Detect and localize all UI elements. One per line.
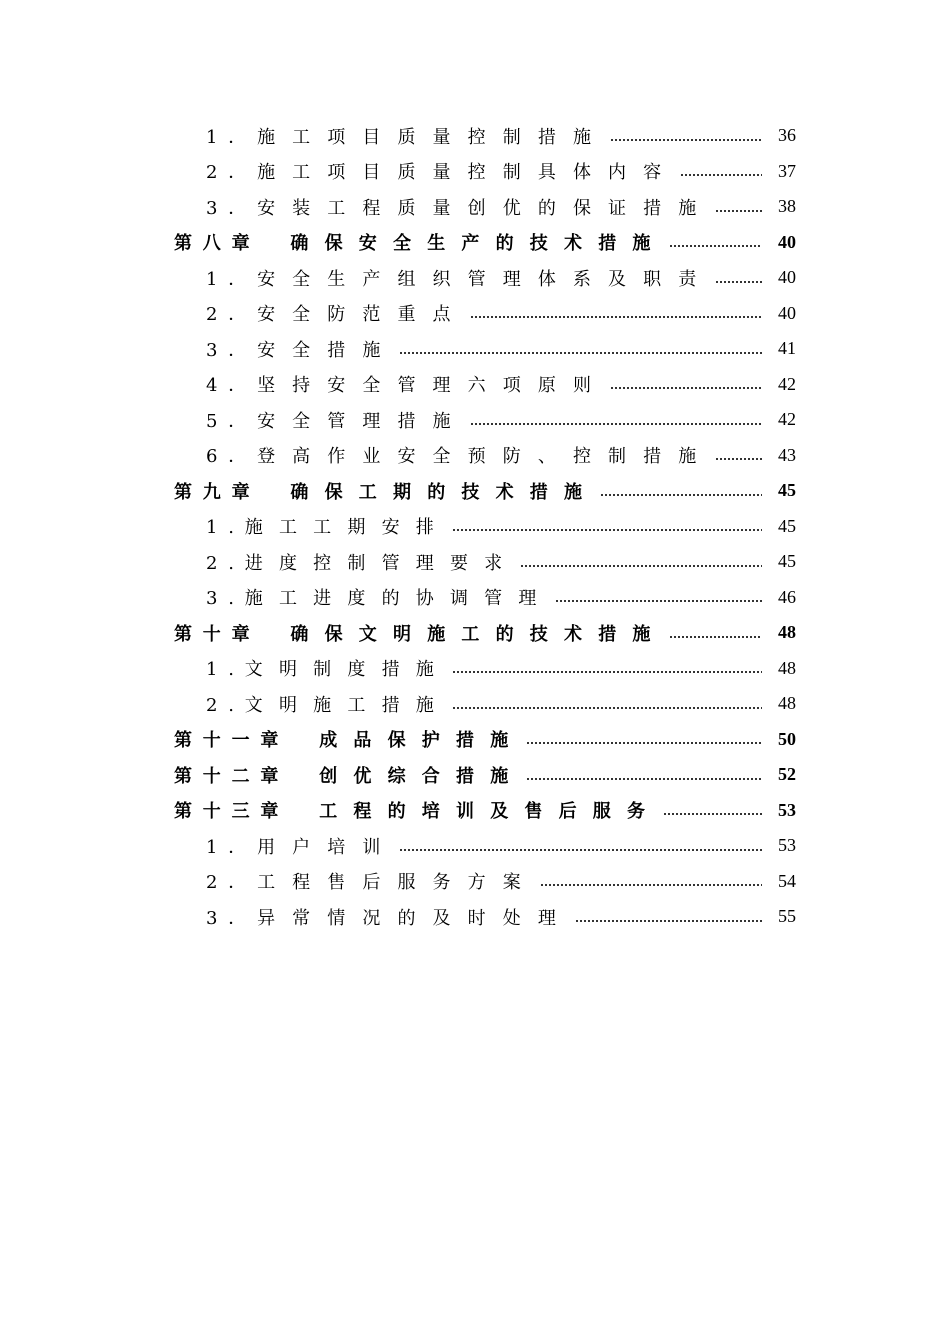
toc-page-number: 46 bbox=[778, 586, 796, 607]
toc-dot-leader bbox=[540, 884, 762, 886]
toc-entry-number: 第八章 bbox=[174, 233, 261, 255]
toc-page-number: 45 bbox=[778, 515, 796, 536]
toc-dot-leader bbox=[399, 849, 762, 851]
toc-dot-leader bbox=[555, 600, 762, 602]
toc-entry-label bbox=[174, 478, 600, 504]
toc-entry-number: 第十一章 bbox=[174, 730, 290, 752]
toc-entry-label bbox=[206, 194, 715, 220]
toc-section-entry[interactable] bbox=[0, 544, 950, 580]
toc-entry-label bbox=[206, 868, 540, 894]
toc-entry-title: 坚持安全管理六项原则 bbox=[257, 375, 609, 397]
toc-page-number: 48 bbox=[778, 622, 796, 643]
toc-entry-number: 1. bbox=[206, 517, 245, 539]
toc-entry-number: 1． bbox=[206, 126, 258, 148]
toc-dot-leader bbox=[470, 316, 762, 318]
toc-entry-label bbox=[206, 833, 399, 859]
toc-page-number: 53 bbox=[778, 835, 796, 856]
toc-page-number: 55 bbox=[778, 906, 796, 927]
toc-page-number: 36 bbox=[778, 125, 796, 146]
toc-dot-leader bbox=[610, 139, 762, 141]
toc-entry-label bbox=[206, 300, 470, 326]
toc-entry-number: 第十章 bbox=[174, 623, 261, 645]
toc-dot-leader bbox=[526, 742, 762, 744]
toc-entry-title: 文明施工措施 bbox=[244, 694, 450, 716]
toc-entry-label bbox=[206, 513, 452, 539]
toc-section-entry[interactable] bbox=[0, 402, 950, 438]
toc-dot-leader bbox=[452, 671, 762, 673]
toc-entry-number: 1． bbox=[206, 268, 258, 290]
toc-dot-leader bbox=[610, 387, 762, 389]
toc-entry-number: 2． bbox=[206, 162, 258, 184]
toc-entry-label bbox=[206, 371, 610, 397]
toc-entry-title: 确保安全生产的技术措施 bbox=[290, 233, 667, 255]
toc-entry-number: 4． bbox=[206, 375, 258, 397]
toc-dot-leader bbox=[470, 423, 762, 425]
toc-entry-number: 3. bbox=[206, 588, 245, 610]
toc-entry-number: 2. bbox=[206, 694, 245, 716]
toc-page-number: 42 bbox=[778, 373, 796, 394]
toc-entry-title: 安全管理措施 bbox=[257, 410, 468, 432]
toc-dot-leader bbox=[715, 458, 762, 460]
toc-entry-title: 用户培训 bbox=[257, 836, 398, 858]
toc-entry-label bbox=[206, 265, 715, 291]
toc-section-entry[interactable] bbox=[0, 154, 950, 190]
toc-section-entry[interactable] bbox=[0, 189, 950, 225]
toc-entry-title: 施工项目质量控制具体内容 bbox=[257, 162, 679, 184]
toc-entry-title: 安装工程质量创优的保证措施 bbox=[257, 197, 714, 219]
toc-entry-title: 异常情况的及时处理 bbox=[257, 907, 573, 929]
toc-page-number: 40 bbox=[778, 302, 796, 323]
toc-entry-label bbox=[174, 762, 526, 788]
toc-entry-label bbox=[174, 797, 663, 823]
toc-dot-leader bbox=[715, 210, 762, 212]
toc-section-entry[interactable] bbox=[0, 260, 950, 296]
toc-entry-number: 6． bbox=[206, 446, 258, 468]
toc-entry-label bbox=[206, 904, 575, 930]
toc-section-entry[interactable] bbox=[0, 864, 950, 900]
toc-entry-label bbox=[174, 620, 669, 646]
toc-entry-title: 进度控制管理要求 bbox=[244, 552, 519, 574]
toc-page-number: 54 bbox=[778, 870, 796, 891]
toc-entry-number: 3． bbox=[206, 197, 258, 219]
toc-dot-leader bbox=[452, 707, 762, 709]
toc-entry-number: 2． bbox=[206, 304, 258, 326]
toc-entry-number: 第十三章 bbox=[174, 801, 290, 823]
toc-section-entry[interactable] bbox=[0, 118, 950, 154]
toc-entry-title: 工程售后服务方案 bbox=[257, 872, 538, 894]
toc-chapter-entry[interactable] bbox=[0, 722, 950, 758]
toc-dot-leader bbox=[669, 245, 762, 247]
toc-entry-title: 施工工期安排 bbox=[244, 517, 450, 539]
toc-entry-title: 安全生产组织管理体系及职责 bbox=[257, 268, 714, 290]
toc-page-number: 40 bbox=[778, 231, 796, 252]
toc-page-number: 40 bbox=[778, 267, 796, 288]
toc-section-entry[interactable] bbox=[0, 686, 950, 722]
toc-section-entry[interactable] bbox=[0, 367, 950, 403]
toc-entry-number: 第十二章 bbox=[174, 765, 290, 787]
toc-entry-number: 1． bbox=[206, 836, 258, 858]
toc-entry-title: 确保工期的技术措施 bbox=[290, 481, 599, 503]
toc-page-number: 41 bbox=[778, 338, 796, 359]
toc-entry-label bbox=[206, 584, 555, 610]
toc-entry-title: 文明制度措施 bbox=[244, 659, 450, 681]
toc-section-entry[interactable] bbox=[0, 509, 950, 545]
toc-entry-title: 确保文明施工的技术措施 bbox=[290, 623, 667, 645]
toc-entry-title: 安全防范重点 bbox=[257, 304, 468, 326]
toc-chapter-entry[interactable] bbox=[0, 473, 950, 509]
toc-entry-title: 安全措施 bbox=[257, 339, 398, 361]
toc-dot-leader bbox=[600, 494, 762, 496]
toc-entry-label bbox=[206, 123, 610, 149]
toc-entry-title: 成品保护措施 bbox=[319, 730, 525, 752]
toc-entry-label bbox=[206, 655, 452, 681]
toc-page-number: 48 bbox=[778, 693, 796, 714]
toc-entry-label bbox=[174, 229, 669, 255]
toc-page-number: 50 bbox=[778, 728, 796, 749]
toc-entry-label bbox=[206, 407, 470, 433]
toc-section-entry[interactable] bbox=[0, 438, 950, 474]
toc-entry-label bbox=[174, 726, 526, 752]
toc-entry-number: 3． bbox=[206, 907, 258, 929]
toc-page-number: 37 bbox=[778, 160, 796, 181]
toc-entry-number: 2. bbox=[206, 552, 245, 574]
toc-section-entry[interactable] bbox=[0, 580, 950, 616]
toc-chapter-entry[interactable] bbox=[0, 793, 950, 829]
toc-dot-leader bbox=[669, 636, 762, 638]
toc-entry-title: 登高作业安全预防、控制措施 bbox=[257, 446, 714, 468]
toc-section-entry[interactable] bbox=[0, 296, 950, 332]
toc-dot-leader bbox=[680, 174, 762, 176]
toc-entry-title: 工程的培训及售后服务 bbox=[319, 801, 662, 823]
toc-section-entry[interactable] bbox=[0, 899, 950, 935]
toc-section-entry[interactable] bbox=[0, 651, 950, 687]
toc-entry-number: 3． bbox=[206, 339, 258, 361]
toc-entry-number: 第九章 bbox=[174, 481, 261, 503]
toc-dot-leader bbox=[526, 778, 762, 780]
toc-entry-label bbox=[206, 336, 399, 362]
toc-dot-leader bbox=[663, 813, 762, 815]
toc-page-number: 53 bbox=[778, 799, 796, 820]
toc-entry-number: 1. bbox=[206, 659, 245, 681]
toc-entry-number: 5． bbox=[206, 410, 258, 432]
toc-chapter-entry[interactable] bbox=[0, 757, 950, 793]
toc-dot-leader bbox=[520, 565, 762, 567]
toc-page-number: 38 bbox=[778, 196, 796, 217]
toc-entry-label bbox=[206, 158, 680, 184]
toc-entry-number: 2． bbox=[206, 872, 258, 894]
toc-dot-leader bbox=[715, 281, 762, 283]
toc-chapter-entry[interactable] bbox=[0, 225, 950, 261]
toc-dot-leader bbox=[399, 352, 762, 354]
toc-entry-label bbox=[206, 691, 452, 717]
toc-page-number: 42 bbox=[778, 409, 796, 430]
toc-page-number: 43 bbox=[778, 444, 796, 465]
toc-entry-label bbox=[206, 442, 715, 468]
toc-entry-label bbox=[206, 549, 520, 575]
toc-page-number: 45 bbox=[778, 551, 796, 572]
toc-page-number: 48 bbox=[778, 657, 796, 678]
toc-page-number: 45 bbox=[778, 480, 796, 501]
toc-entry-title: 创优综合措施 bbox=[319, 765, 525, 787]
toc-chapter-entry[interactable] bbox=[0, 615, 950, 651]
table-of-contents bbox=[0, 118, 950, 935]
toc-entry-title: 施工进度的协调管理 bbox=[244, 588, 553, 610]
toc-page-number: 52 bbox=[778, 764, 796, 785]
toc-section-entry[interactable] bbox=[0, 331, 950, 367]
toc-dot-leader bbox=[575, 920, 762, 922]
toc-dot-leader bbox=[452, 529, 762, 531]
toc-entry-title: 施工项目质量控制措施 bbox=[257, 126, 609, 148]
toc-section-entry[interactable] bbox=[0, 828, 950, 864]
